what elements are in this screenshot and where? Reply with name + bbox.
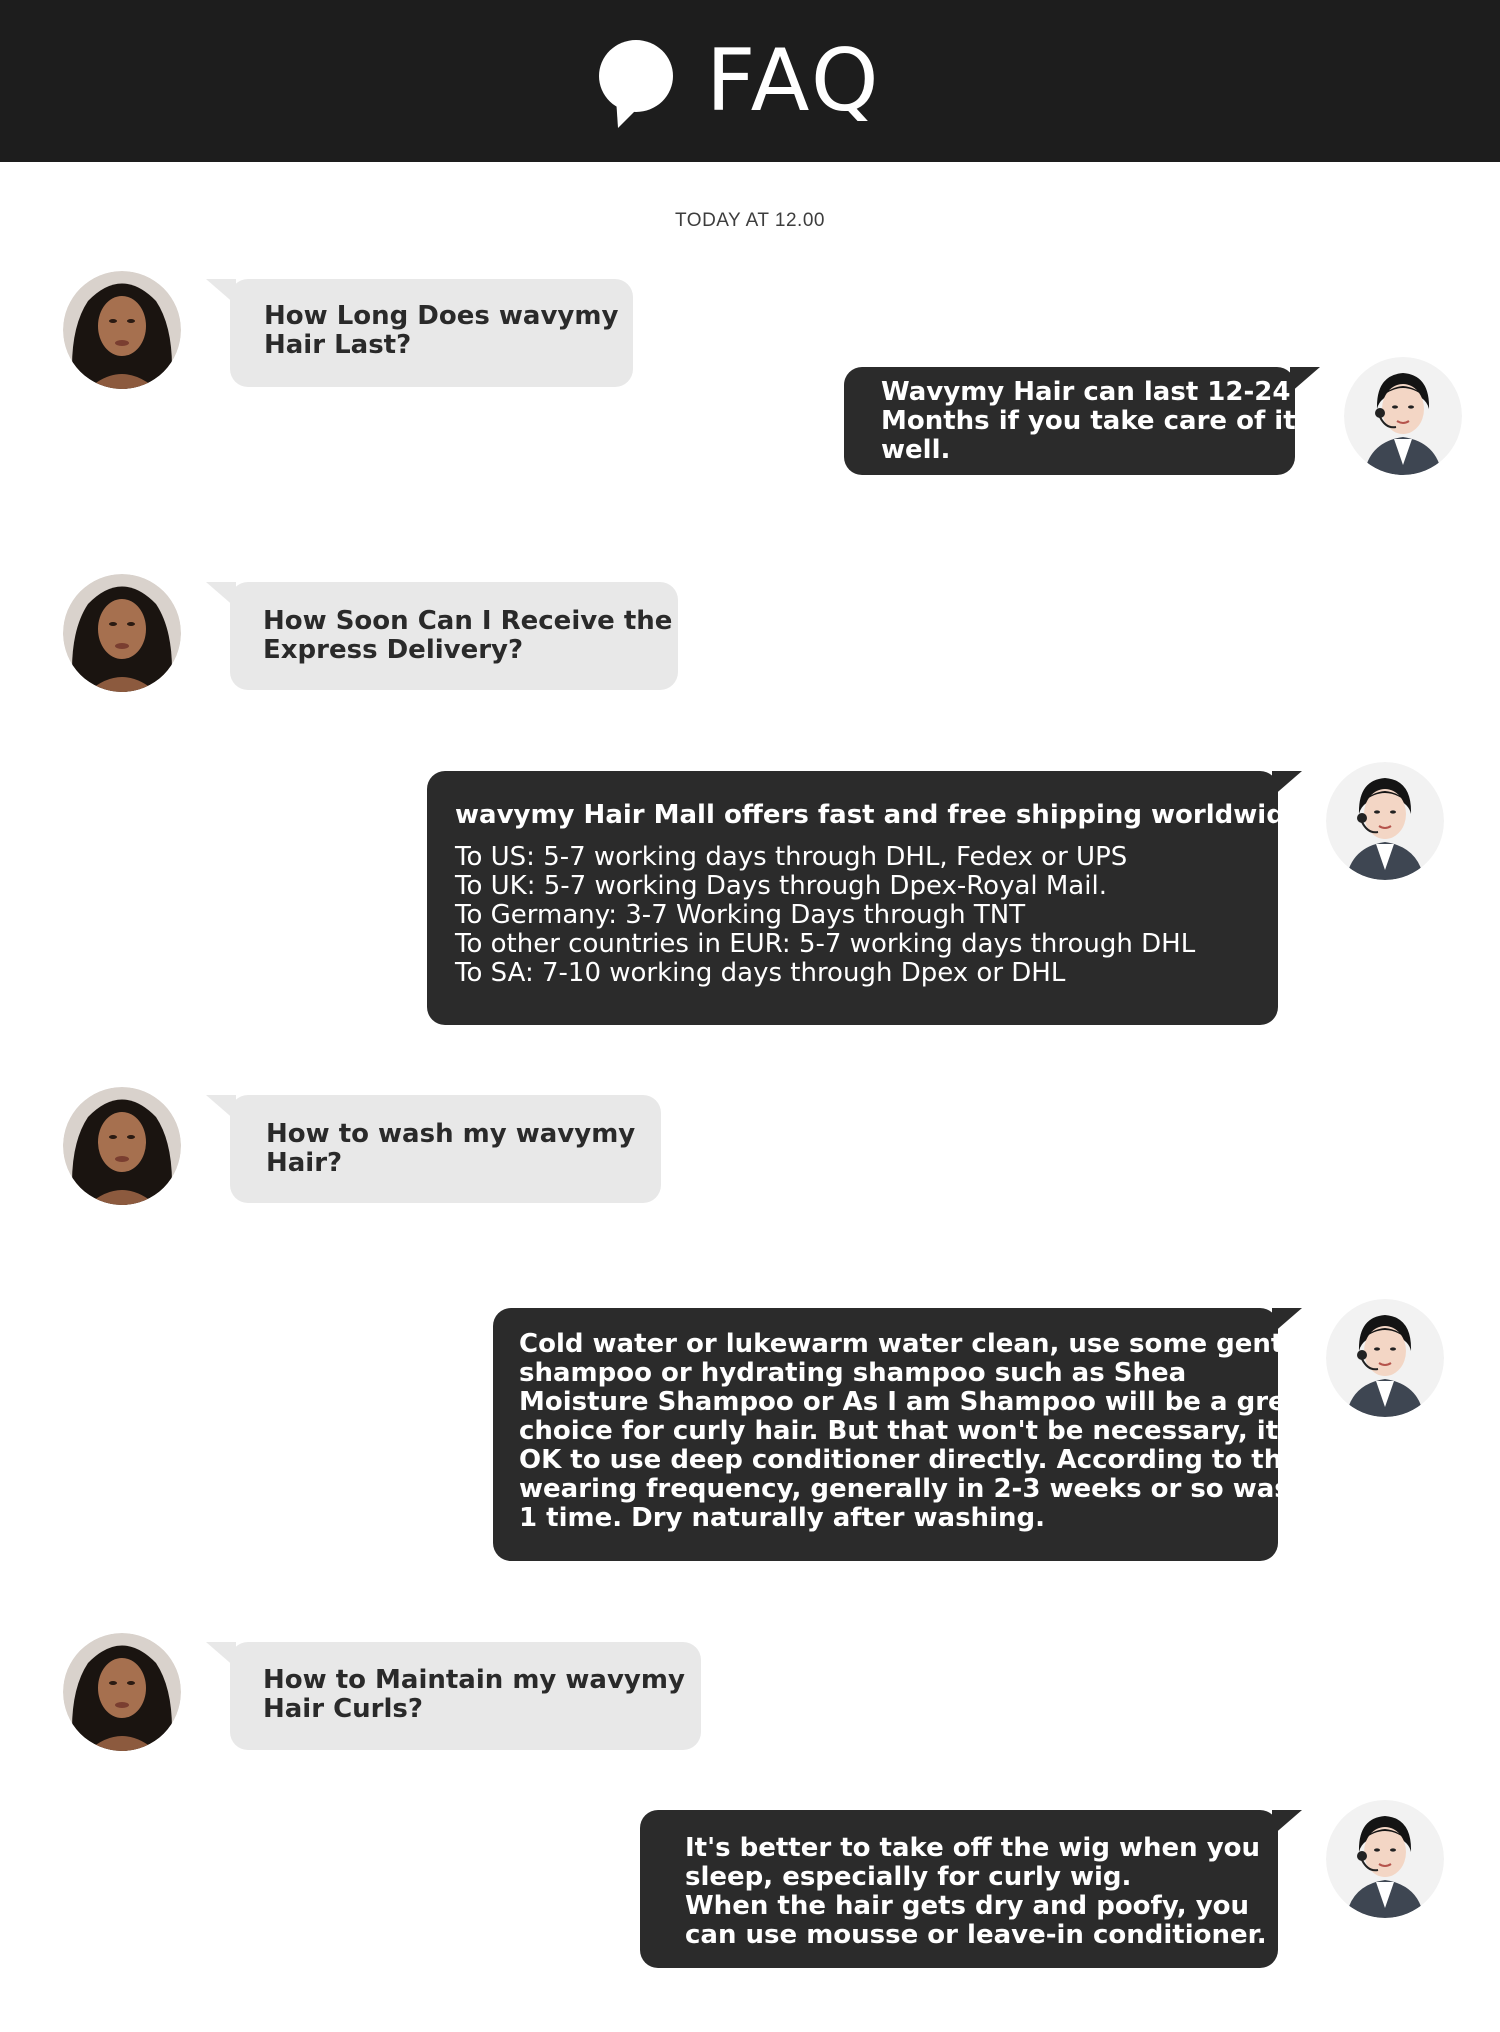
answer-text-line: sleep, especially for curly wig. xyxy=(685,1862,1132,1892)
agent-avatar xyxy=(1326,1299,1444,1417)
answer-text-line: Cold water or lukewarm water clean, use some gentle xyxy=(519,1329,1310,1359)
answer-bubble-tail xyxy=(1272,1308,1302,1334)
agent-avatar xyxy=(1326,1800,1444,1918)
answer-bubble-tail xyxy=(1272,1810,1302,1836)
answer-text-line: shampoo or hydrating shampoo such as Shea xyxy=(519,1358,1187,1388)
answer-text-line: Wavymy Hair can last 12-24 xyxy=(881,377,1291,407)
question-bubble xyxy=(230,1095,661,1203)
page-title: FAQ xyxy=(706,31,882,131)
agent-avatar xyxy=(1326,762,1444,880)
customer-avatar xyxy=(63,1633,181,1751)
answer-text-line: When the hair gets dry and poofy, you xyxy=(685,1891,1250,1921)
question-text-line: How Long Does wavymy xyxy=(264,301,619,331)
answer-bubble xyxy=(493,1308,1316,1561)
answer-text-line: 1 time. Dry naturally after washing. xyxy=(519,1503,1045,1533)
answer-text-line: choice for curly hair. But that won't be necessary, it's xyxy=(519,1416,1302,1446)
question-bubble xyxy=(230,582,678,690)
answer-text-line: To UK: 5-7 working Days through Dpex-Royal Mail. xyxy=(455,871,1107,901)
question-bubble xyxy=(230,279,633,387)
answer-heading: wavymy Hair Mall offers fast and free shipping worldwide. xyxy=(455,800,1313,830)
faq-header xyxy=(0,0,1500,162)
question-text-line: How to Maintain my wavymy xyxy=(263,1665,685,1695)
answer-text-line: can use mousse or leave-in conditioner. xyxy=(685,1920,1267,1950)
question-bubble xyxy=(230,1642,701,1750)
answer-bubble xyxy=(844,367,1295,475)
question-text-line: Hair? xyxy=(266,1148,343,1178)
answer-bubble xyxy=(427,771,1313,1025)
question-text-line: Hair Last? xyxy=(264,330,412,360)
answer-bubble-tail xyxy=(1272,771,1302,797)
customer-avatar xyxy=(63,271,181,389)
answer-bubble-tail xyxy=(1290,367,1320,393)
question-text-line: Hair Curls? xyxy=(263,1694,423,1724)
answer-text-line: To other countries in EUR: 5-7 working days through DHL xyxy=(455,929,1196,959)
customer-avatar xyxy=(63,1087,181,1205)
customer-avatar xyxy=(63,574,181,692)
question-text-line: How to wash my wavymy xyxy=(266,1119,636,1149)
answer-text-line: Moisture Shampoo or As I am Shampoo will be a great xyxy=(519,1387,1316,1417)
question-text-line: Express Delivery? xyxy=(263,635,524,665)
answer-text-line: It's better to take off the wig when you xyxy=(685,1833,1261,1863)
question-text-line: How Soon Can I Receive the xyxy=(263,606,673,636)
timestamp: TODAY AT 12.00 xyxy=(675,210,825,231)
speech-bubble-icon xyxy=(598,38,674,128)
answer-text-line: Months if you take care of it xyxy=(881,406,1296,436)
agent-avatar xyxy=(1344,357,1462,475)
answer-text-line: wearing frequency, generally in 2-3 weeks or so wash xyxy=(519,1474,1309,1504)
answer-bubble xyxy=(640,1810,1278,1968)
answer-text-line: OK to use deep conditioner directly. According to the xyxy=(519,1445,1300,1475)
answer-text-line: To Germany: 3-7 Working Days through TNT xyxy=(455,900,1026,930)
answer-text-line: To US: 5-7 working days through DHL, Fedex or UPS xyxy=(455,842,1128,872)
answer-text-line: well. xyxy=(881,435,951,465)
answer-text-line: To SA: 7-10 working days through Dpex or DHL xyxy=(455,958,1066,988)
